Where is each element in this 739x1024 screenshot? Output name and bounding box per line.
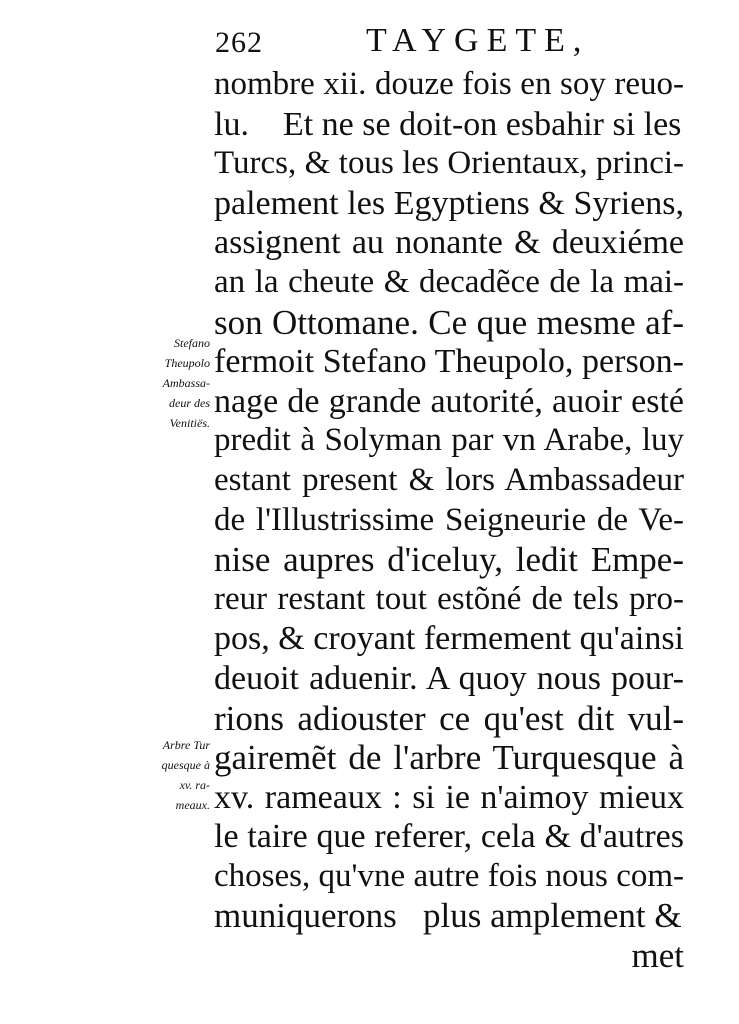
text-line: predit à Solyman par vn Arabe, luy	[214, 422, 684, 459]
text-line: xv. rameaux : si ie n'aimoy mieux	[214, 778, 684, 816]
margin-note-line: Ambassa-	[162, 376, 210, 390]
text-line: nage de grande autorité, auoir esté	[214, 382, 684, 420]
margin-note-line: quesque à	[161, 758, 210, 772]
text-line: reur restant tout estõné de tels pro-	[214, 580, 684, 617]
text-line: fermoit Stefano Theupolo, person-	[214, 343, 684, 381]
text-line: son Ottomane. Ce que mesme af-	[214, 302, 684, 342]
text-line: nise aupres d'iceluy, ledit Empe-	[214, 540, 684, 580]
text-line: Turcs, & tous les Orientaux, princi-	[214, 145, 684, 182]
catchword: met	[631, 936, 684, 976]
text-line: nombre xii. douze fois en soy reuo-	[214, 66, 684, 102]
body-text	[214, 65, 684, 976]
margin-note-line: Arbre Tur	[162, 738, 210, 752]
margin-note-line: meaux.	[175, 798, 210, 812]
page-number: 262	[215, 26, 263, 59]
text-line: deuoit aduenir. A quoy nous pour-	[214, 659, 684, 697]
text-line: gairemẽt de l'arbre Turquesque à	[214, 738, 684, 778]
text-line: pos, & croyant fermement qu'ainsi	[214, 620, 684, 658]
margin-note-line: xv. ra-	[179, 778, 210, 792]
margin-note-arbre	[118, 735, 210, 815]
margin-note-stefano	[118, 333, 210, 433]
text-line: de l'Illustrissime Seigneurie de Ve-	[214, 501, 684, 538]
text-line: lu. Et ne se doit-on esbahir si les	[214, 105, 682, 143]
text-line: le taire que referer, cela & d'autres	[214, 818, 684, 856]
running-title: TAYGETE,	[366, 22, 590, 59]
margin-note-line: Stefano	[174, 336, 210, 350]
text-line: estant present & lors Ambassadeur	[214, 461, 684, 498]
text-line: an la cheute & decadẽce de la mai-	[214, 263, 684, 300]
margin-note-line: deur des	[169, 396, 210, 410]
text-line: palement les Egyptiens & Syriens,	[214, 184, 684, 222]
margin-note-line: Theupolo	[164, 356, 210, 370]
text-line: assignent au nonante & deuxiéme	[214, 224, 684, 262]
margin-note-line: Venitiës.	[169, 416, 210, 430]
text-line: rions adiouster ce qu'est dit vul-	[214, 698, 684, 738]
page-header	[213, 22, 683, 62]
text-line: choses, qu'vne autre fois nous com-	[214, 857, 684, 894]
text-line: muniquerons plus amplement &	[214, 896, 682, 936]
